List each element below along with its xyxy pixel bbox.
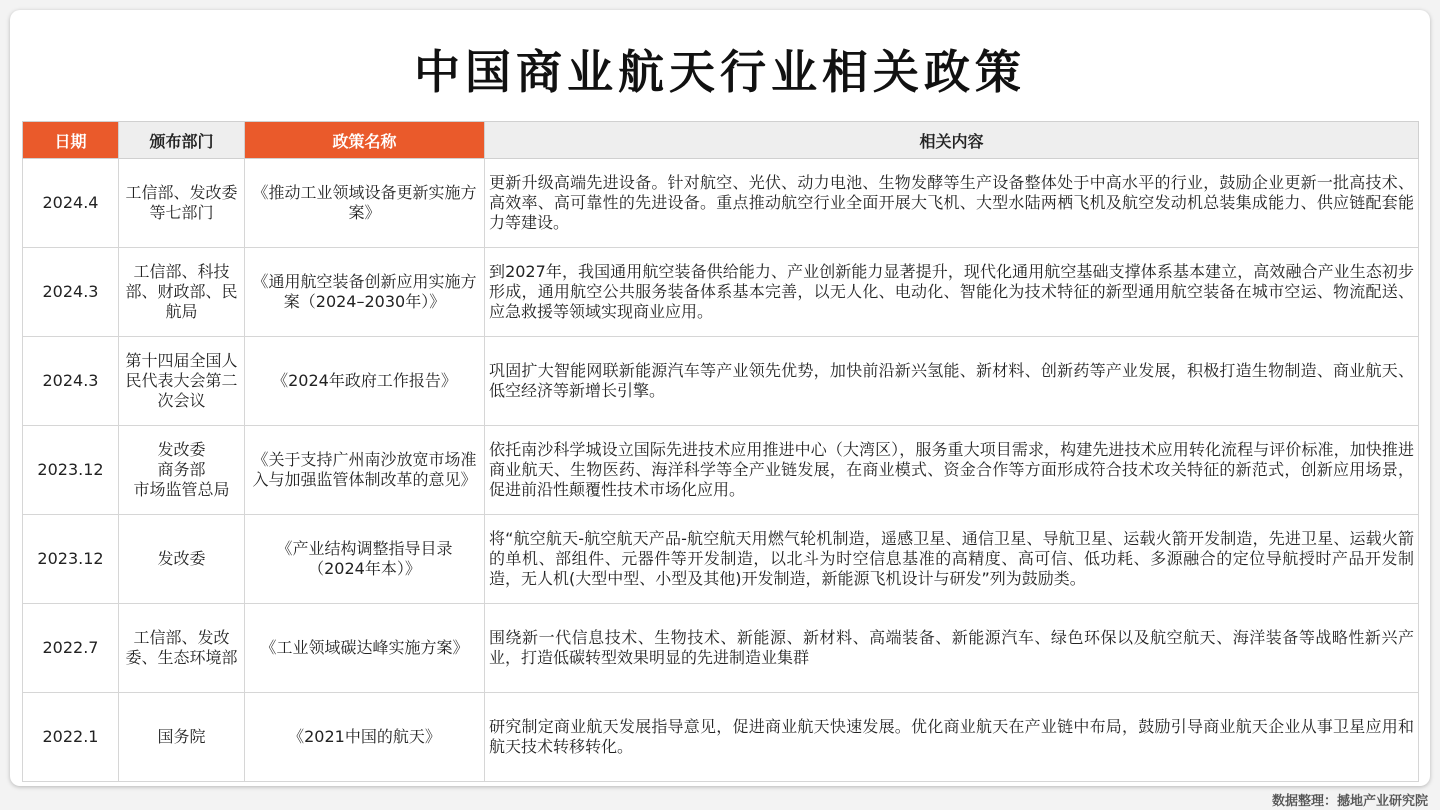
table-row <box>23 515 1419 604</box>
row-dept: 工信部、发改委、生态环境部 <box>119 604 245 693</box>
row-date: 2022.1 <box>23 693 119 782</box>
row-date: 2024.4 <box>23 159 119 248</box>
row-dept: 国务院 <box>119 693 245 782</box>
table-row <box>23 337 1419 426</box>
row-policy-name: 《通用航空装备创新应用实施方案（2024–2030年）》 <box>245 248 485 337</box>
data-source-note: 数据整理：撼地产业研究院 <box>1271 794 1428 809</box>
row-content: 巩固扩大智能网联新能源汽车等产业领先优势，加快前沿新兴氢能、新材料、创新药等产业发展，积极打造生物制造、商业航天、低空经济等新增长引擎。 <box>485 337 1419 426</box>
table-row <box>23 248 1419 337</box>
row-dept: 发改委 <box>119 515 245 604</box>
row-policy-name: 《关于支持广州南沙放宽市场准入与加强监管体制改革的意见》 <box>245 426 485 515</box>
header-content: 相关内容 <box>485 122 1419 159</box>
row-content: 围绕新一代信息技术、生物技术、新能源、新材料、高端装备、新能源汽车、绿色环保以及航空航天、海洋装备等战略性新兴产业，打造低碳转型效果明显的先进制造业集群 <box>485 604 1419 693</box>
table-row <box>23 604 1419 693</box>
row-content: 更新升级高端先进设备。针对航空、光伏、动力电池、生物发酵等生产设备整体处于中高水平的行业，鼓励企业更新一批高技术、高效率、高可靠性的先进设备。重点推动航空行业全面开展大飞机、大型水陆两栖飞机及航空发动机总装集成能力、供应链配套能力等建设。 <box>485 159 1419 248</box>
row-date: 2024.3 <box>23 337 119 426</box>
table-row <box>23 693 1419 782</box>
policy-table <box>22 121 1419 782</box>
table-row <box>23 426 1419 515</box>
row-date: 2023.12 <box>23 515 119 604</box>
row-policy-name: 《工业领域碳达峰实施方案》 <box>245 604 485 693</box>
row-date: 2024.3 <box>23 248 119 337</box>
row-policy-name: 《推动工业领域设备更新实施方案》 <box>245 159 485 248</box>
row-date: 2023.12 <box>23 426 119 515</box>
row-date: 2022.7 <box>23 604 119 693</box>
header-date: 日期 <box>23 122 119 159</box>
row-dept: 工信部、科技部、财政部、民航局 <box>119 248 245 337</box>
table-row <box>23 159 1419 248</box>
row-policy-name: 《产业结构调整指导目录（2024年本）》 <box>245 515 485 604</box>
row-content: 研究制定商业航天发展指导意见，促进商业航天快速发展。优化商业航天在产业链中布局，鼓励引导商业航天企业从事卫星应用和航天技术转移转化。 <box>485 693 1419 782</box>
row-policy-name: 《2021中国的航天》 <box>245 693 485 782</box>
row-dept: 发改委 商务部 市场监管总局 <box>119 426 245 515</box>
page-title: 中国商业航天行业相关政策 <box>414 45 1026 99</box>
row-dept: 工信部、发改委等七部门 <box>119 159 245 248</box>
header-policy-name: 政策名称 <box>245 122 485 159</box>
table-header-row <box>23 122 1419 159</box>
row-content: 将“航空航天-航空航天产品-航空航天用燃气轮机制造，遥感卫星、通信卫星、导航卫星、运载火箭开发制造，先进卫星、运载火箭的单机、部组件、元器件等开发制造，以北斗为时空信息基准的高精度、高可信、低功耗、多源融合的定位导航授时产品开发制造，无人机(大型中型、小型及其他)开发制造，新能源飞机设计与研发”列为鼓励类。 <box>485 515 1419 604</box>
row-dept: 第十四届全国人民代表大会第二次会议 <box>119 337 245 426</box>
row-content: 到2027年，我国通用航空装备供给能力、产业创新能力显著提升，现代化通用航空基础支撑体系基本建立，高效融合产业生态初步形成，通用航空公共服务装备体系基本完善，以无人化、电动化、智能化为技术特征的新型通用航空装备在城市空运、物流配送、应急救援等领域实现商业应用。 <box>485 248 1419 337</box>
row-policy-name: 《2024年政府工作报告》 <box>245 337 485 426</box>
row-content: 依托南沙科学城设立国际先进技术应用推进中心（大湾区），服务重大项目需求，构建先进技术应用转化流程与评价标准，加快推进商业航天、生物医药、海洋科学等全产业链发展，在商业模式、资金合作等方面形成符合技术攻关特征的新范式，创新应用场景，促进前沿性颠覆性技术市场化应用。 <box>485 426 1419 515</box>
header-dept: 颁布部门 <box>119 122 245 159</box>
